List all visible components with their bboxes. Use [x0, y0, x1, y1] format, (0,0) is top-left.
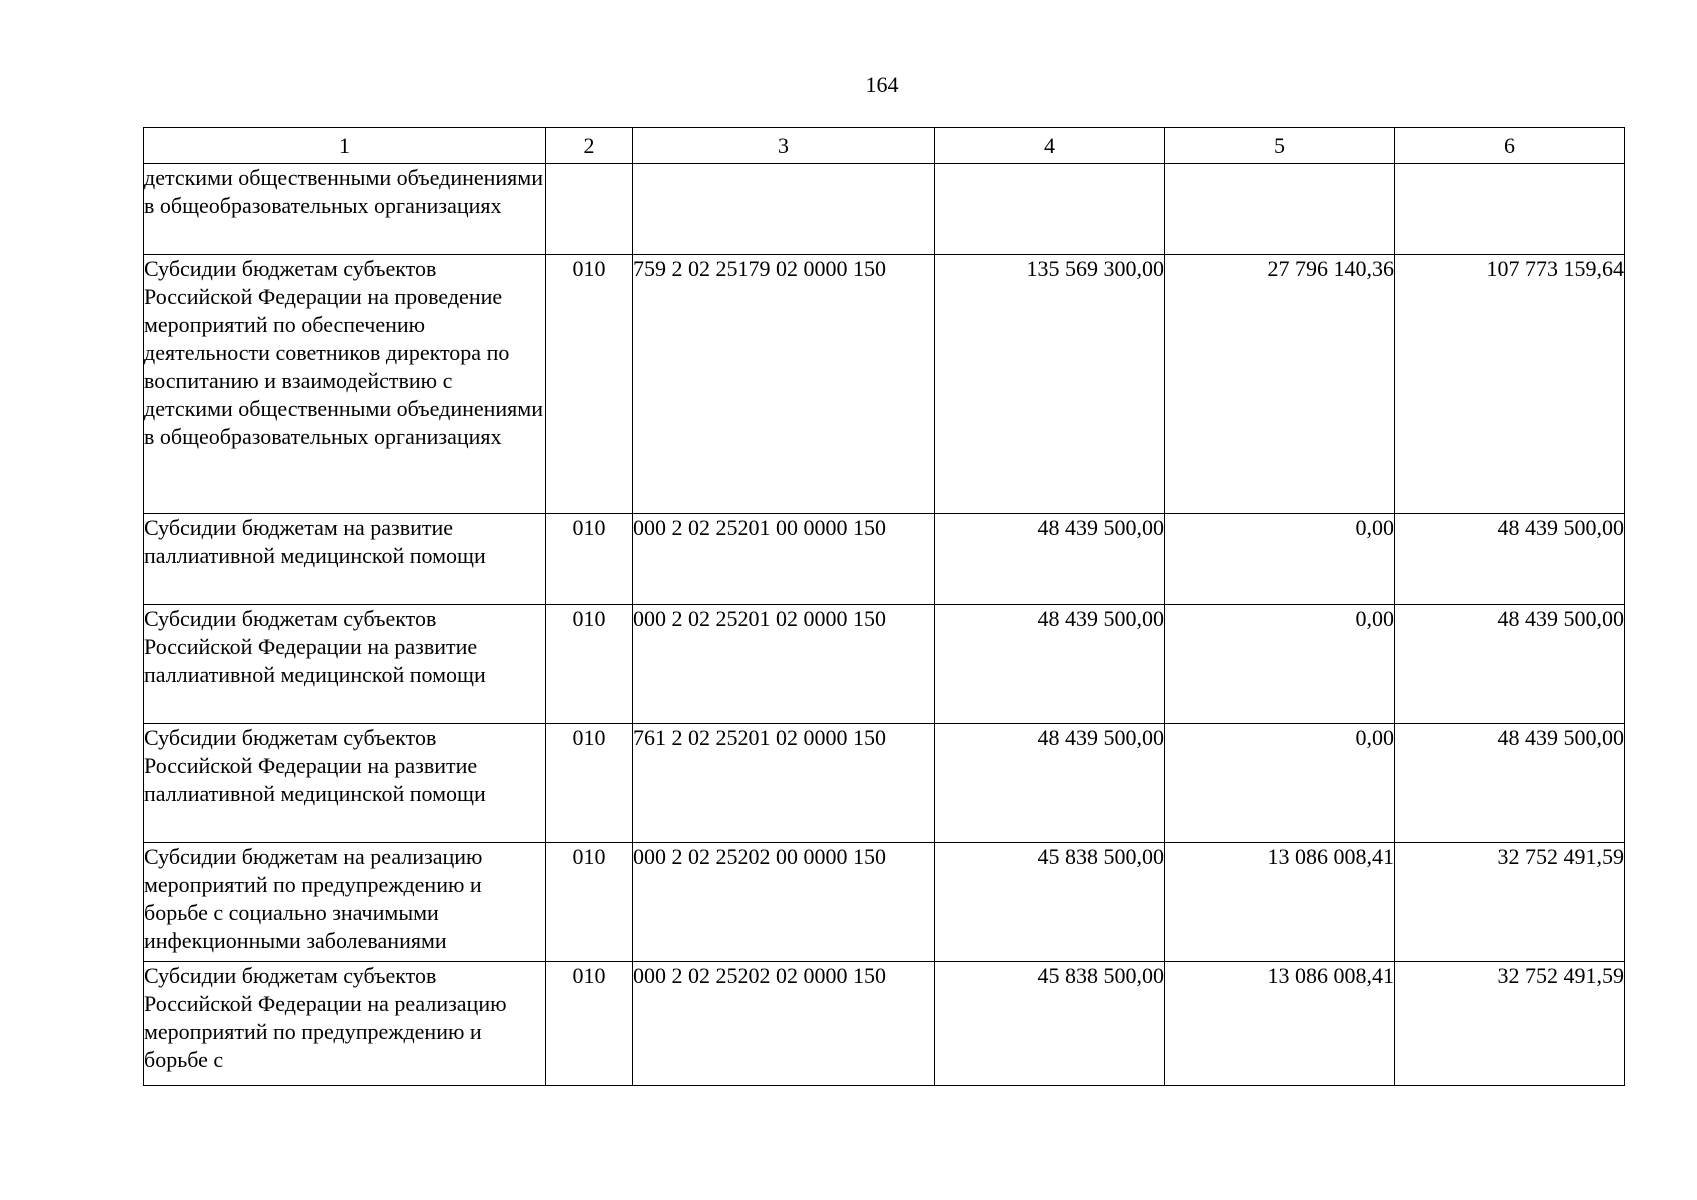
remaining-amount-cell: 107 773 159,64	[1395, 255, 1625, 514]
table-row	[144, 514, 1625, 605]
income-name-cell: Субсидии бюджетам субъектов Российской Федерации на реализацию мероприятий по предупреждению и борьбе с	[144, 962, 546, 1086]
column-header: 2	[546, 128, 633, 164]
executed-amount-cell: 27 796 140,36	[1165, 255, 1395, 514]
admin-code-cell	[546, 164, 633, 255]
classification-code-cell: 000 2 02 25201 02 0000 150	[633, 605, 935, 724]
income-name-cell: Субсидии бюджетам субъектов Российской Федерации на проведение мероприятий по обеспечению деятельности советников директора по воспитанию и взаимодействию с детскими общественными объединениями в общеобразовательных организациях	[144, 255, 546, 514]
admin-code-cell: 010	[546, 724, 633, 843]
remaining-amount-cell: 48 439 500,00	[1395, 514, 1625, 605]
column-header: 6	[1395, 128, 1625, 164]
admin-code-cell: 010	[546, 962, 633, 1086]
remaining-amount-cell	[1395, 164, 1625, 255]
executed-amount-cell: 13 086 008,41	[1165, 962, 1395, 1086]
classification-code-cell: 000 2 02 25202 00 0000 150	[633, 843, 935, 962]
table-row	[144, 255, 1625, 514]
income-name-cell: Субсидии бюджетам субъектов Российской Федерации на развитие паллиативной медицинской помощи	[144, 724, 546, 843]
approved-amount-cell: 48 439 500,00	[935, 514, 1165, 605]
classification-code-cell: 761 2 02 25201 02 0000 150	[633, 724, 935, 843]
approved-amount-cell: 45 838 500,00	[935, 843, 1165, 962]
approved-amount-cell: 48 439 500,00	[935, 724, 1165, 843]
admin-code-cell: 010	[546, 605, 633, 724]
table-row	[144, 962, 1625, 1086]
column-header: 3	[633, 128, 935, 164]
table-row	[144, 724, 1625, 843]
classification-code-cell: 759 2 02 25179 02 0000 150	[633, 255, 935, 514]
column-header: 1	[144, 128, 546, 164]
executed-amount-cell: 0,00	[1165, 514, 1395, 605]
approved-amount-cell: 135 569 300,00	[935, 255, 1165, 514]
income-name-cell: Субсидии бюджетам на развитие паллиативной медицинской помощи	[144, 514, 546, 605]
executed-amount-cell	[1165, 164, 1395, 255]
table-row	[144, 605, 1625, 724]
approved-amount-cell: 48 439 500,00	[935, 605, 1165, 724]
approved-amount-cell	[935, 164, 1165, 255]
classification-code-cell: 000 2 02 25202 02 0000 150	[633, 962, 935, 1086]
admin-code-cell: 010	[546, 514, 633, 605]
income-name-cell: Субсидии бюджетам субъектов Российской Федерации на развитие паллиативной медицинской помощи	[144, 605, 546, 724]
budget-table	[143, 127, 1625, 1086]
classification-code-cell	[633, 164, 935, 255]
classification-code-cell: 000 2 02 25201 00 0000 150	[633, 514, 935, 605]
remaining-amount-cell: 32 752 491,59	[1395, 843, 1625, 962]
remaining-amount-cell: 48 439 500,00	[1395, 605, 1625, 724]
table-row	[144, 164, 1625, 255]
income-name-cell: детскими общественными объединениями в общеобразовательных организациях	[144, 164, 546, 255]
executed-amount-cell: 0,00	[1165, 605, 1395, 724]
remaining-amount-cell: 48 439 500,00	[1395, 724, 1625, 843]
table-row	[144, 843, 1625, 962]
executed-amount-cell: 0,00	[1165, 724, 1395, 843]
column-header: 4	[935, 128, 1165, 164]
income-name-cell: Субсидии бюджетам на реализацию мероприятий по предупреждению и борьбе с социально значимыми инфекционными заболеваниями	[144, 843, 546, 962]
executed-amount-cell: 13 086 008,41	[1165, 843, 1395, 962]
page-number: 164	[865, 72, 899, 97]
remaining-amount-cell: 32 752 491,59	[1395, 962, 1625, 1086]
admin-code-cell: 010	[546, 255, 633, 514]
approved-amount-cell: 45 838 500,00	[935, 962, 1165, 1086]
column-header: 5	[1165, 128, 1395, 164]
admin-code-cell: 010	[546, 843, 633, 962]
table-header-row	[144, 128, 1625, 164]
